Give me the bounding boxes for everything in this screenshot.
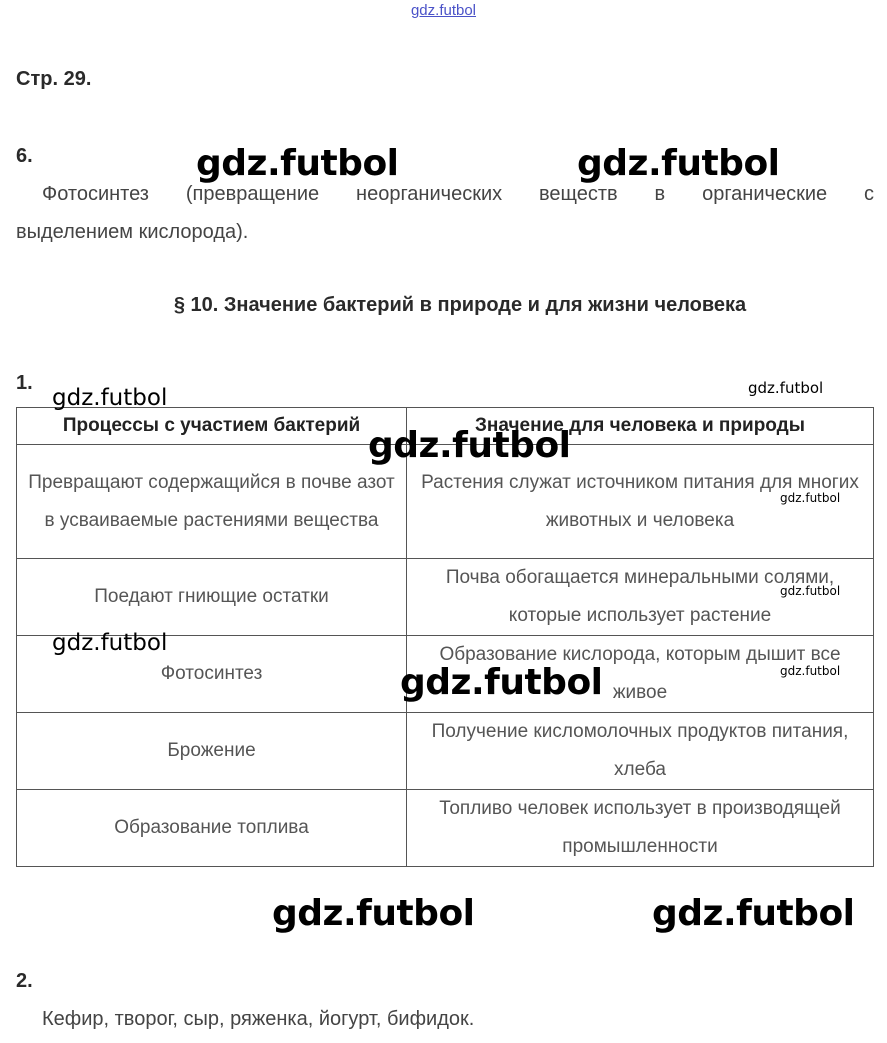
watermark: gdz.futbol <box>652 893 855 934</box>
table-cell-significance: Растения служат источником питания для многих животных и человека <box>407 445 874 559</box>
table-cell-process: Образование топлива <box>17 790 407 867</box>
watermark: gdz.futbol <box>748 379 824 397</box>
watermark: gdz.futbol <box>52 385 168 411</box>
watermark: gdz.futbol <box>400 662 603 703</box>
watermark: gdz.futbol <box>272 893 475 934</box>
table-cell-process: Брожение <box>17 713 407 790</box>
watermark: gdz.futbol <box>780 491 841 505</box>
watermark: gdz.futbol <box>52 630 168 656</box>
table-header-significance: Значение для человека и природы <box>407 408 874 445</box>
table-cell-process: Фотосинтез <box>17 636 407 713</box>
watermark: gdz.futbol <box>780 664 841 678</box>
watermark: gdz.futbol <box>196 143 399 184</box>
table-row <box>17 713 874 790</box>
watermark: gdz.futbol <box>780 584 841 598</box>
table-cell-significance: Получение кисломолочных продуктов питания, хлеба <box>407 713 874 790</box>
table-cell-significance: Топливо человек использует в производящей промышленности <box>407 790 874 867</box>
table-cell-significance: Почва обогащается минеральными солями, которые использует растение <box>407 559 874 636</box>
task-2-number: 2. <box>16 970 33 992</box>
task-2-answer: Кефир, творог, сыр, ряженка, йогурт, бифидок. <box>42 1008 475 1030</box>
table-cell-process: Превращают содержащийся в почве азот в усваиваемые растениями вещества <box>17 445 407 559</box>
task-6-answer-line-2: выделением кислорода). <box>16 221 249 243</box>
section-title: § 10. Значение бактерий в природе и для жизни человека <box>173 294 747 316</box>
table-header-processes: Процессы с участием бактерий <box>17 408 407 445</box>
table-cell-significance: Образование кислорода, которым дышит все живое <box>407 636 874 713</box>
table-cell-process: Поедают гниющие остатки <box>17 559 407 636</box>
table-row <box>17 559 874 636</box>
watermark: gdz.futbol <box>368 425 571 466</box>
task-6-answer-line-1: Фотосинтез (превращение неорганических веществ в органические с <box>42 183 874 205</box>
site-link[interactable]: gdz.futbol <box>410 2 477 19</box>
watermark: gdz.futbol <box>577 143 780 184</box>
table-row <box>17 790 874 867</box>
page-reference: Стр. 29. <box>16 68 92 90</box>
task-6-number: 6. <box>16 145 33 167</box>
task-1-number: 1. <box>16 372 33 394</box>
